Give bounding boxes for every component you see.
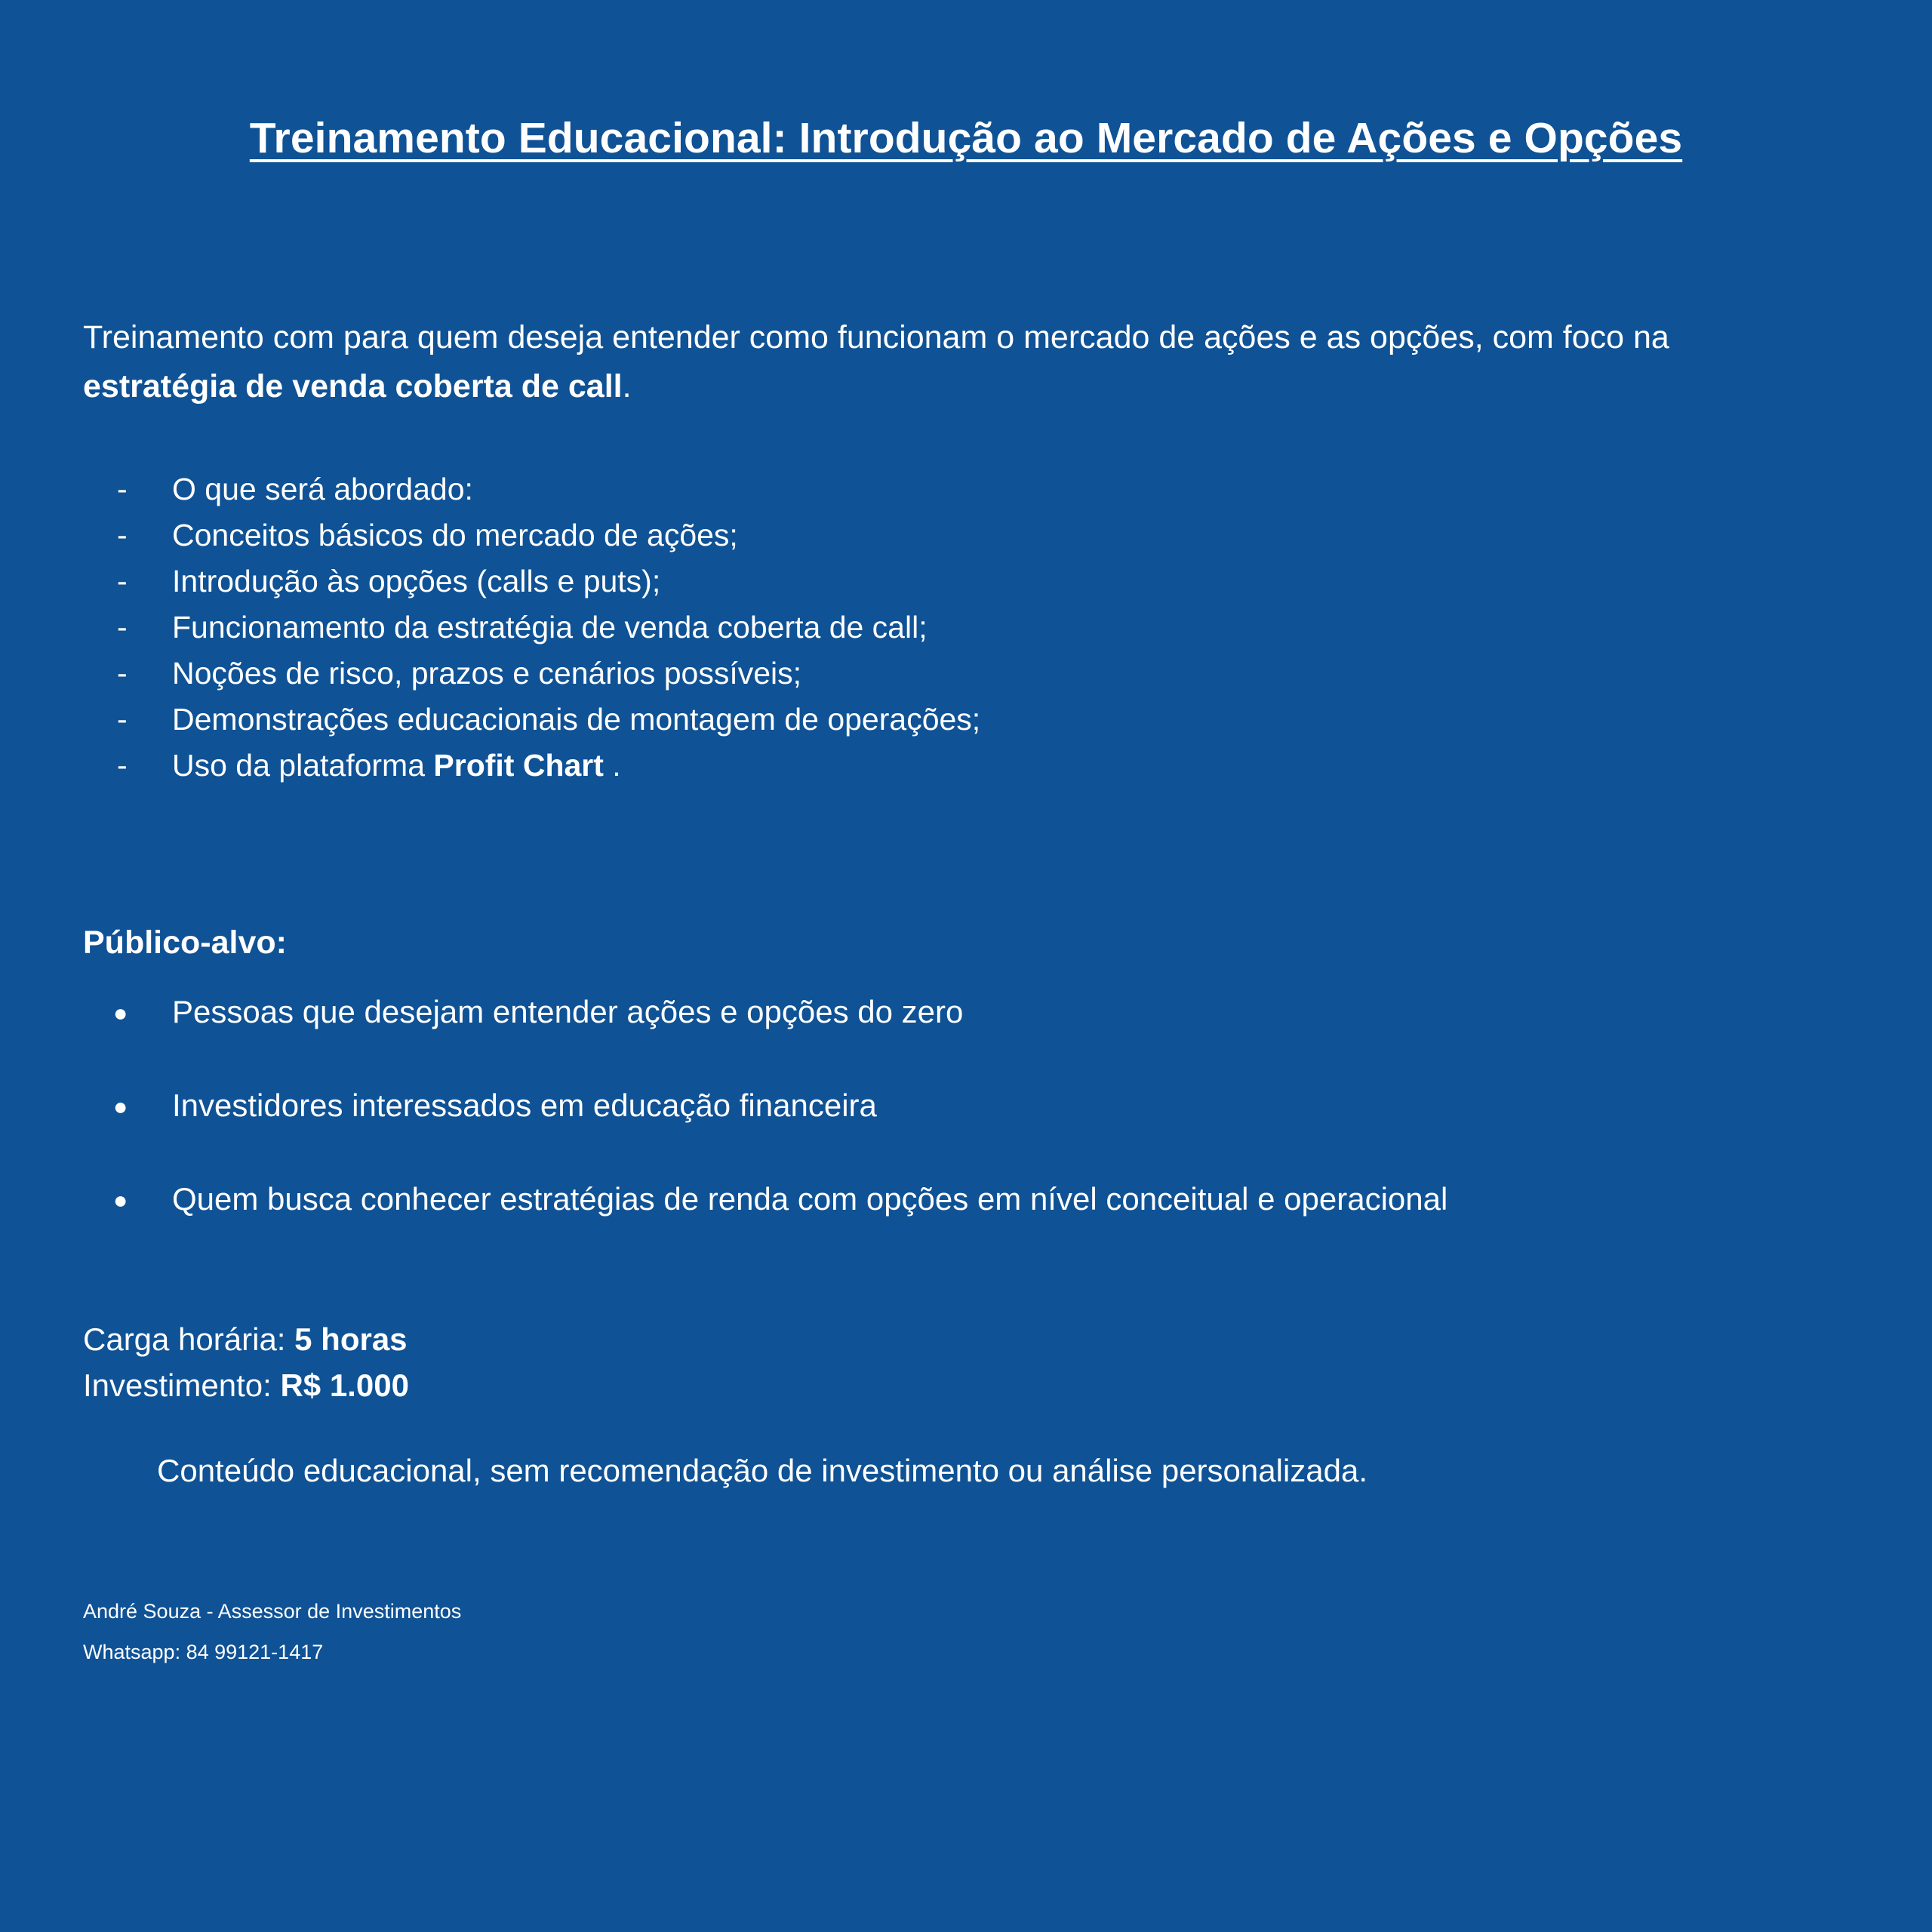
dash-marker-icon: - xyxy=(117,610,128,645)
bullet-dot-icon: ● xyxy=(113,1093,128,1120)
dash-marker-icon: - xyxy=(117,472,128,506)
price-row xyxy=(83,1363,409,1409)
list-item xyxy=(83,704,1789,750)
dash-marker-icon: - xyxy=(117,656,128,691)
intro-lead: Treinamento com para quem deseja entender como funcionam o mercado de ações e as opções, com foco na xyxy=(83,319,1669,355)
page-title xyxy=(0,113,1932,164)
footer-name-role: André Souza - Assessor de Investimentos xyxy=(83,1600,462,1623)
list-item xyxy=(83,474,1789,520)
intro-tail: . xyxy=(622,368,632,405)
list-item xyxy=(83,1090,1819,1183)
workload-value: 5 horas xyxy=(294,1321,408,1357)
workload-row xyxy=(83,1317,409,1363)
topics-list xyxy=(83,474,1789,796)
list-item-label: Conceitos básicos do mercado de ações; xyxy=(172,518,738,552)
list-item-label: Introdução às opções (calls e puts); xyxy=(172,564,661,598)
list-item-label: Quem busca conhecer estratégias de renda com opções em nível conceitual e operacional xyxy=(172,1181,1448,1217)
audience-list xyxy=(83,996,1819,1277)
dash-marker-icon: - xyxy=(117,564,128,598)
list-item xyxy=(83,520,1789,566)
workload-label: Carga horária: xyxy=(83,1321,295,1357)
list-item xyxy=(83,996,1819,1090)
dash-marker-icon: - xyxy=(117,702,128,737)
list-item-label: Investidores interessados em educação financeira xyxy=(172,1088,877,1123)
intro-emphasis: estratégia de venda coberta de call xyxy=(83,368,623,405)
list-item-tail: . xyxy=(603,748,621,783)
dash-marker-icon: - xyxy=(117,748,128,783)
page-title-text: Treinamento Educacional: Introdução ao Mercado de Ações e Opções xyxy=(249,114,1683,162)
list-item xyxy=(83,612,1789,658)
list-item xyxy=(83,566,1789,612)
list-item-label: Demonstrações educacionais de montagem de operações; xyxy=(172,702,981,737)
list-item-label: O que será abordado: xyxy=(172,472,473,506)
list-item xyxy=(83,658,1789,704)
disclaimer-text: Conteúdo educacional, sem recomendação de investimento ou análise personalizada. xyxy=(157,1453,1368,1488)
bullet-dot-icon: ● xyxy=(113,1186,128,1214)
intro-paragraph xyxy=(83,313,1789,411)
bullet-dot-icon: ● xyxy=(113,999,128,1026)
price-label: Investimento: xyxy=(83,1367,281,1403)
footer-contact xyxy=(83,1591,461,1672)
list-item xyxy=(83,750,1789,796)
list-item-label: Noções de risco, prazos e cenários possíveis; xyxy=(172,656,802,691)
list-item-label: Pessoas que desejam entender ações e opções do zero xyxy=(172,994,964,1029)
list-item-emphasis: Profit Chart xyxy=(433,748,604,783)
price-value: R$ 1.000 xyxy=(280,1367,409,1403)
details-block xyxy=(83,1317,409,1409)
footer-whatsapp: Whatsapp: 84 99121-1417 xyxy=(83,1641,324,1663)
list-item xyxy=(83,1183,1819,1277)
dash-marker-icon: - xyxy=(117,518,128,552)
audience-heading: Público-alvo: xyxy=(83,924,287,961)
list-item-label: Uso da plataforma xyxy=(172,748,434,783)
list-item-label: Funcionamento da estratégia de venda coberta de call; xyxy=(172,610,928,645)
